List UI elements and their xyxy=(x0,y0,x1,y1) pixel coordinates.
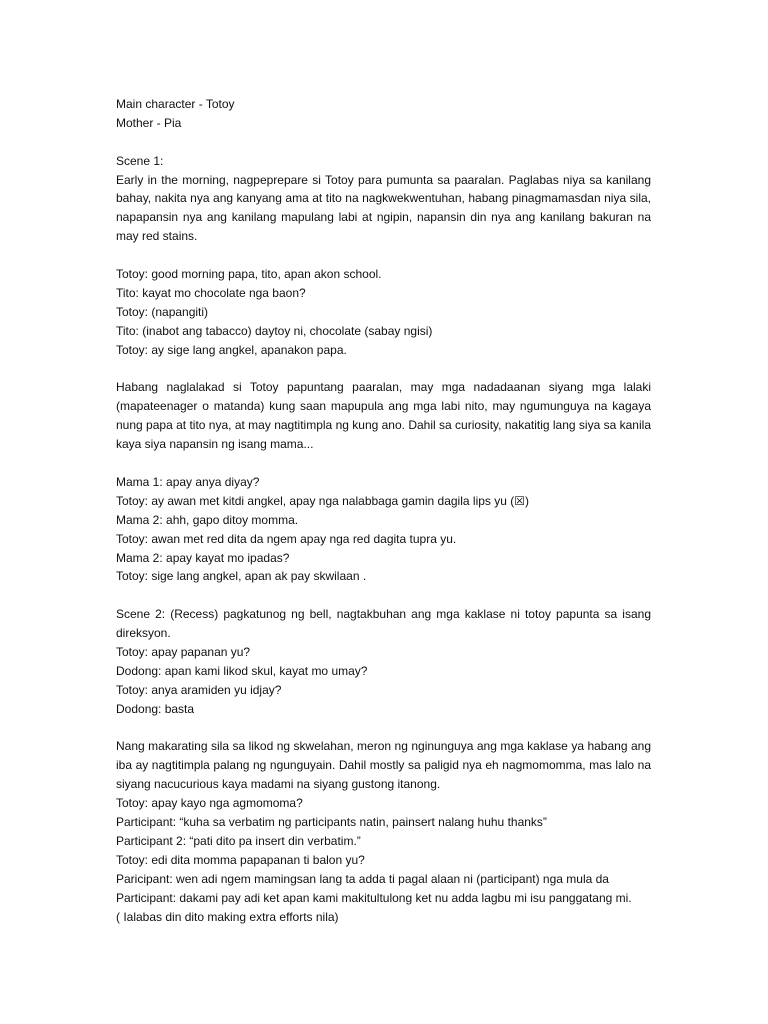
dialogue-line: Tito: (inabot ang tabacco) daytoy ni, chocolate (sabay ngisi) xyxy=(116,323,433,338)
spacer xyxy=(116,246,651,265)
spacer xyxy=(116,360,651,379)
dialogue-line: Totoy: ay awan met kitdi angkel, apay nga nalabbaga gamin dagila lips yu (☒) xyxy=(116,493,529,508)
dialogue-line: Mama 2: apay kayat mo ipadas? xyxy=(116,550,290,565)
dialogue-line: Totoy: ay sige lang angkel, apanakon papa. xyxy=(116,342,347,357)
dialogue-line: Totoy: sige lang angkel, apan ak pay skwilaan . xyxy=(116,569,367,584)
dialogue-line: Totoy: awan met red dita da ngem apay nga red dagita tupra yu. xyxy=(116,531,457,546)
scene2-intro-paragraph: Scene 2: (Recess) pagkatunog ng bell, nagtakbuhan ang mga kaklase ni totoy papunta sa isang direksyon. xyxy=(116,607,651,641)
main-character-line: Main character - Totoy xyxy=(116,97,235,111)
dialogue-line: Participant: dakami pay adi ket apan kami makitultulong ket nu adda lagbu mi isu panggatang mi. xyxy=(116,890,632,905)
dialogue-line: Dodong: basta xyxy=(116,701,195,716)
dialogue-line: Totoy: anya aramiden yu idjay? xyxy=(116,682,282,697)
dialogue-line: Mama 1: apay anya diyay? xyxy=(116,474,260,489)
spacer xyxy=(116,454,651,473)
spacer xyxy=(116,133,651,152)
dialogue-line: Dodong: apan kami likod skul, kayat mo umay? xyxy=(116,663,368,678)
dialogue-line: Totoy: apay papanan yu? xyxy=(116,644,251,659)
closing-note: ( Ialabas din dito making extra efforts nila) xyxy=(116,909,339,924)
spacer xyxy=(116,586,651,605)
scene1-narration-paragraph: Habang naglalakad si Totoy papuntang paaralan, may mga nadadaanan siyang mga lalaki (mapateenager o matanda) kung saan mapupula ang mga labi nito, may ngumunguya na kagaya nung papa at tito nya, at may nagtitimpla ng kung ano. Dahil sa curiosity, nakatitig lang siya sa kanila kaya siya napansin ng isang mama... xyxy=(116,380,651,452)
dialogue-line: Totoy: edi dita momma papapanan ti balon yu? xyxy=(116,852,365,867)
scene2-narration-paragraph: Nang makarating sila sa likod ng skwelahan, meron ng nginunguya ang mga kaklase ya habang ang iba ay nagtitimpla palang ng ngunguyain. Dahil mostly sa paligid nya eh nagmomomma, mas lalo na siyang nacucurious kaya madami na siyang gustong itanong. xyxy=(116,739,651,792)
scene1-heading: Scene 1: xyxy=(116,153,164,168)
scene1-intro-paragraph: Early in the morning, nagpeprepare si Totoy para pumunta sa paaralan. Paglabas niya sa kanilang bahay, nakita nya ang kanyang ama at tito na nagkwekwentuhan, habang pinagmamasdan niya sila, napapansin nya ang kanilang mapulang labi at ngipin, napansin din nya ang kanilang bakuran na may red stains. xyxy=(116,172,651,244)
dialogue-line: Participant 2: “pati dito pa insert din verbatim.” xyxy=(116,833,361,848)
spacer xyxy=(116,719,651,738)
dialogue-line: Totoy: good morning papa, tito, apan akon school. xyxy=(116,267,382,282)
dialogue-line: Participant: “kuha sa verbatim ng participants natin, painsert nalang huhu thanks” xyxy=(116,815,547,830)
dialogue-line: Paricipant: wen adi ngem mamingsan lang ta adda ti pagal alaan ni (participant) nga mula da xyxy=(116,871,609,886)
dialogue-line: Mama 2: ahh, gapo ditoy momma. xyxy=(116,512,299,527)
dialogue-line: Totoy: (napangiti) xyxy=(116,304,209,319)
dialogue-line: Totoy: apay kayo nga agmomoma? xyxy=(116,796,303,811)
mother-line: Mother - Pia xyxy=(116,115,182,130)
dialogue-line: Tito: kayat mo chocolate nga baon? xyxy=(116,285,306,300)
